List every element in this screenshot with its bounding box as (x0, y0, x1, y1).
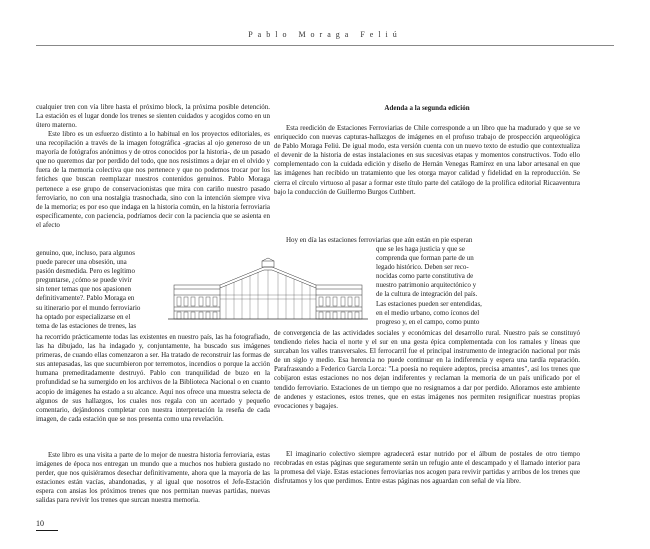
page-number: 10 (36, 519, 44, 528)
text-line: ha optado por especializarse en el (36, 312, 131, 321)
section-heading: Adenda a la segunda edición (384, 104, 470, 112)
right-paragraph-2-rest: de convergencia de las actividades sociales y económicas del desarrollo rural. Nuestro país se constituyó tendiendo rieles hacia el norte y el sur en una gesta épica complementada con los ramales y líneas que surcaban los valles transversales. El ferrocarril fue el principal instrumento de integración nacional por más de un siglo y medio. Esa herencia no puede continuar en la indiferencia y espera una tardía reparación. Parafraseando a Federico García Lorca: "La poesía no requiere adeptos, precisa amantes", así los trenes que cobijaron estas estaciones no nos dejan indiferentes y reclaman la memoria de un país unificado por el tendido ferroviario. Estaciones de un tiempo que no resignamos a dar por perdido. Añoramos este ambiente de andenes y estaciones, estos trenes, que en estas imágenes nos permiten resignificar nuestras propias evocaciones y bagajes. (274, 329, 580, 410)
left-paragraph-2: Este libro es un esfuerzo distinto a lo habitual en los proyectos editoriales, es una recopilación a través de la imagen fotográfica -gracias al ojo generoso de un mayoría de fotógrafos anónimos y de otros conocidos por la historia-, de un pasado que no queremos dar por perdido del todo, que nos resistimos a dejar en el olvido y fuera de la memoria colectiva que nos pertenece y que no podemos trocar por los fetiches que buscan reemplazar nuestros contenidos genuinos. Pablo Moraga pertenece a ese grupo de conservacionistas que mira con cariño nuestro pasado ferroviario, no con una nostalgia trasnochada, sino con la intención siempre viva de la memoria; es por eso que indaga en la historia común, en la historia ferroviaria específicamente, con paciencia, podríamos decir con la paciencia que se asienta en el afecto (36, 130, 270, 229)
left-paragraph-4: Este libro es una visita a parte de lo mejor de nuestra historia ferroviaria, estas imágenes de época nos entregan un mundo que a muchos nos hubiera gustado no perder, que nos quisiéramos desechar definitivamente, ahora que la mayoría de las estaciones están vacías, abandonadas, y al igual que nosotros el Jefe-Estación espera con ansias los próximos trenes que nos permitan nuevas partidas, nuevas salidas para revivir los trenes que surcan nuestra memoria. (36, 451, 270, 505)
text-line: en el medio urbano, como íconos del (376, 308, 480, 317)
running-title: Pablo Moraga Feliú (248, 30, 402, 39)
text-line: nuestro patrimonio arquitectónico y (376, 281, 477, 290)
right-wrap-text (376, 245, 580, 327)
left-wrap-text (36, 249, 164, 331)
text-line: Las estaciones pueden ser entendidas, (376, 299, 482, 308)
text-line: su itinerario por el mundo ferroviario (36, 303, 141, 312)
page-number-rule (36, 530, 58, 531)
left-paragraph-3: ha recorrido prácticamente todas las existentes en nuestro país, las ha fotografiado, las ha dibujado, las ha indagado y, conjuntamente, ha buscado sus imágenes primeras, de cuando ellas comenzaron a ser. Ha tratado de reconstruir las formas de sus antepasadas, las que sucumbieron por terremotos, incendios o porque la acción humana premeditadamente destruyó. Pablo con tranquilidad de buzo en la profundidad se ha sumergido en los archivos de la Biblioteca Nacional o en cuanto acopio de imágenes ha estado a su alcance. Aquí nos ofrece una muestra selecta de algunos de sus hallazgos, los cuales nos regala con un acertado y pequeño comentario, dejándonos completar con nuestra interpretación la reseña de cada imagen, de cada estación que se nos presenta como una revelación. (36, 333, 270, 423)
left-paragraph-1: cualquier tren con vía libre hasta el próximo block, la próxima posible detención. La estación es el lugar donde los trenes se sienten cuidados y acogidos como en un útero materno. (36, 103, 270, 130)
right-paragraph-2-first-line: Hoy en día las estaciones ferroviarias que aún están en pie esperan (286, 236, 473, 244)
text-line: sin tener temas que nos apasionen (36, 285, 132, 294)
text-line: tema de las estaciones de trenes, las (36, 321, 137, 330)
text-line: pasión desmedida. Pero es legítimo (36, 267, 135, 276)
station-drawing (168, 255, 368, 325)
text-line: preguntarse, ¿cómo se puede vivir (36, 276, 132, 285)
text-line: que se les haga justicia y que se (376, 245, 465, 253)
text-line: definitivamente?. Pablo Moraga en (36, 294, 135, 303)
text-line: de la cultura de integración del país. (376, 290, 478, 299)
roof-lantern (262, 261, 274, 267)
text-line: comprenda que forman parte de un (376, 254, 474, 263)
right-paragraph-3: El imaginario colectivo siempre agradecerá estar nutrido por el álbum de postales de otro tiempo recobradas en estas páginas que seguramente serán un refugio ante el descampado y el llamado interior para la promesa del viaje. Estas estaciones ferroviarias nos acogen para revivir partidas y arribos de los trenes que disfrutamos y los que perdimos. Entre estas páginas nos aguardan con señal de vía libre. (274, 450, 580, 486)
text-line: legado histórico. Deben ser reco- (376, 263, 469, 272)
right-paragraph-1: Esta reedición de Estaciones Ferroviarias de Chile corresponde a un libro que ha madurado y que se ve enriquecido con nuevas capturas-hallazgos de imágenes en el profuso trabajo de prospección arqueológica de Pablo Moraga Feliú. De igual modo, esta versión cuenta con un nuevo texto de estudio que contextualiza el devenir de la historia de estas instalaciones en sus sucesivas etapas y momentos constructivos. Todo ello complementado con la cuidada edición y diseño de Hernán Venegas Ramírez en una labor artesanal en que las imágenes han recibido un tratamiento que les otorga mayor calidad y fidelidad en la reproducción. Se cierra el círculo virtuoso al pasar a formar este título parte del catálogo de la prolífica editorial Ricaaventura bajo la conducción de Guillermo Burgos Cuthbert. (274, 124, 580, 196)
text-line: puede parecer una obsesión, una (36, 258, 127, 267)
header-rule (36, 45, 614, 46)
text-line: genuino, que, incluso, para algunos (36, 249, 135, 257)
text-line: progreso y, en el campo, como punto (376, 317, 480, 326)
text-line: nocidas como parte constitutiva de (376, 272, 474, 281)
